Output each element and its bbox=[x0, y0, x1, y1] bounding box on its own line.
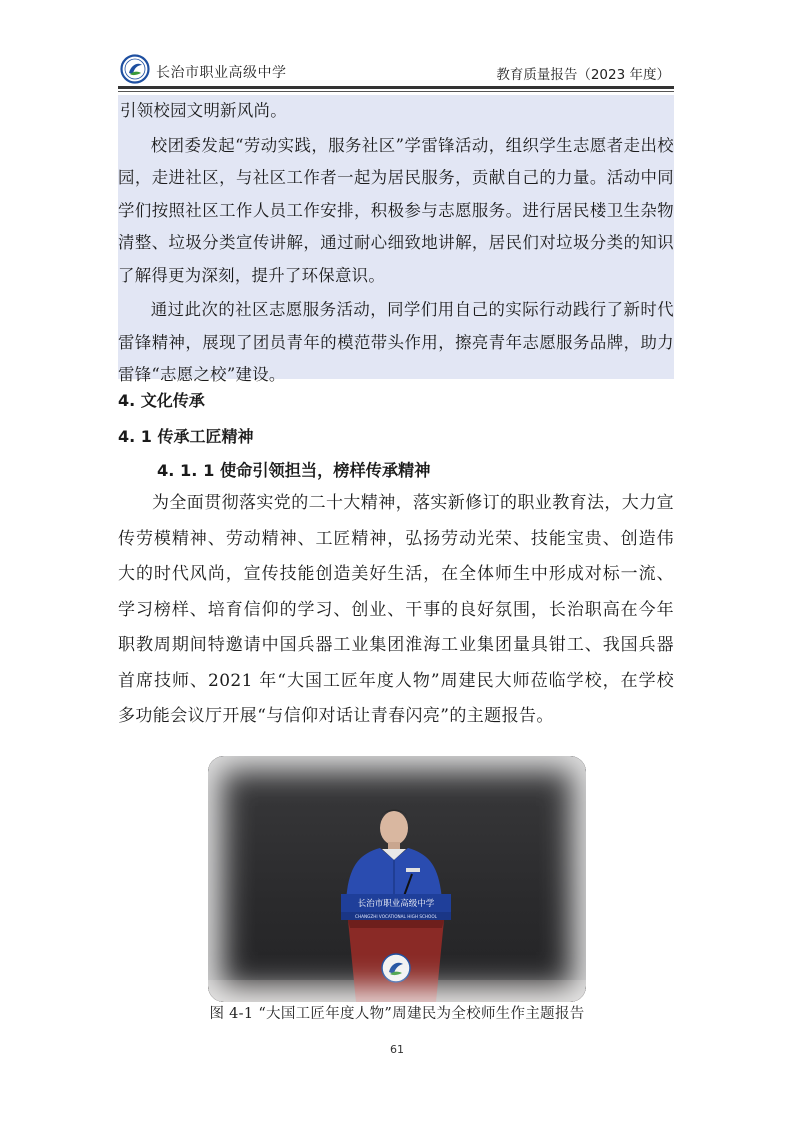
podium-subtext: CHANGZHI VOCATIONAL HIGH SCHOOL bbox=[355, 914, 437, 919]
page-header bbox=[118, 52, 674, 88]
section-heading: 4. 文化传承 bbox=[118, 391, 205, 410]
shaded-paragraph-1: 引领校园文明新风尚。 bbox=[120, 101, 287, 120]
header-rule-thick bbox=[118, 86, 674, 89]
shaded-text-block bbox=[118, 95, 674, 384]
figure-caption: 图 4-1 “大国工匠年度人物”周建民为全校师生作主题报告 bbox=[209, 1006, 585, 1022]
shaded-paragraph-3: 通过此次的社区志愿服务活动，同学们用自己的实际行动践行了新时代雷锋精神，展现了团员青年的模范带头作用，擦亮青年志愿服务品牌，助力雷锋“志愿之校”建设。 bbox=[118, 300, 674, 384]
header-rule-thin bbox=[118, 91, 674, 92]
page-number: 61 bbox=[390, 1043, 404, 1056]
report-photo bbox=[208, 756, 586, 1002]
photo-vignette bbox=[208, 756, 586, 1002]
subsection-heading: 4. 1 传承工匠精神 bbox=[118, 427, 254, 446]
school-logo-icon bbox=[120, 54, 150, 84]
subsubsection-heading: 4. 1. 1 使命引领担当，榜样传承精神 bbox=[157, 461, 431, 480]
body-paragraph: 为全面贯彻落实党的二十大精神，落实新修订的职业教育法，大力宣传劳模精神、劳动精神、工匠精神，弘扬劳动光荣、技能宝贵、创造伟大的时代风尚，宣传技能创造美好生活，在全体师生中形成对标一流、学习榜样、培育信仰的学习、创业、干事的良好氛围，长治职高在今年职教周期间特邀请中国兵器工业集团淮海工业集团量具钳工、我国兵器首席技师、2021 年“大国工匠年度人物”周建民大师莅临学校，在学校多功能会议厅开展“与信仰对话让青春闪亮”的主题报告。 bbox=[118, 493, 674, 726]
shaded-paragraph-2: 校团委发起“劳动实践，服务社区”学雷锋活动，组织学生志愿者走出校园，走进社区，与社区工作者一起为居民服务，贡献自己的力量。活动中同学们按照社区工作人员工作安排，积极参与志愿服务。进行居民楼卫生杂物清整、垃圾分类宣传讲解，通过耐心细致地讲解，居民们对垃圾分类的知识了解得更为深刻，提升了环保意识。 bbox=[118, 135, 674, 285]
school-name: 长治市职业高级中学 bbox=[156, 65, 287, 81]
podium-sign: 长治市职业高级中学 bbox=[357, 899, 435, 909]
report-title: 教育质量报告（2023 年度） bbox=[496, 67, 670, 83]
